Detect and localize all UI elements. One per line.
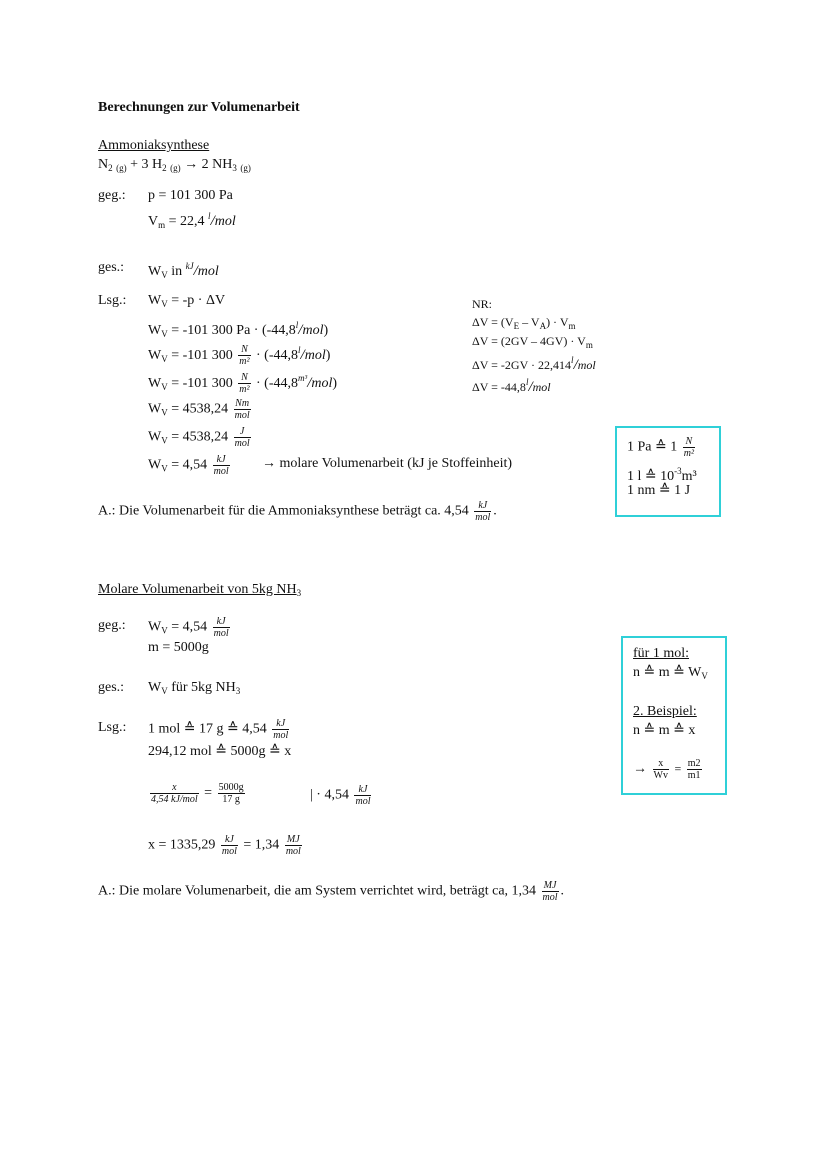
answer-2: A.: Die molare Volumenarbeit, die am System verrichtet wird, beträgt ca, 1,34 $\frac{MJ}{\text{mol}}$ .: [98, 880, 565, 903]
page-title: Berechnungen zur Volumenarbeit: [98, 100, 300, 115]
ges-target: $W_V$ in $^{kJ}$/mol: [148, 261, 219, 280]
nr-line-1: $\Delta V = (V_E - V_A) \cdot V_m$: [472, 315, 576, 331]
reaction-equation: $N_2$ $_{(g)}$ + 3 $H_2$ $_{(g)}$ → 2 $NH_3$ $_{(g)}$: [98, 157, 251, 173]
lsg-line-6: $W_V = 4538,24$ $\frac{J}{\text{mol}}$: [148, 426, 250, 449]
answer-1: A.: Die Volumenarbeit für die Ammoniaksynthese beträgt ca. 4,54 $\frac{kJ}{\text{mol}}$ .: [98, 500, 497, 523]
nr-line-2: $\Delta V = (2GV - 4GV) \cdot V_m$: [472, 334, 593, 350]
box1-line-2: 1 l ≙ $10^{-3}m^3$: [627, 466, 697, 484]
nr-title: NR:: [472, 297, 493, 311]
arrow-icon: →: [633, 761, 647, 777]
nr-line-3: $\Delta V = -2GV \cdot 22,414^l$/mol: [472, 355, 596, 373]
molar-work-note: → molare Volumenarbeit (kJ je Stoffeinheit): [262, 456, 513, 471]
geg2-work: $W_V = 4,54$ $\frac{kJ}{\text{mol}}$: [148, 616, 229, 639]
lsg-line-1: $W_V = -p \cdot \Delta V$: [148, 293, 226, 309]
geg-label: geg.:: [98, 188, 126, 203]
ges-label-2: ges.:: [98, 680, 125, 695]
result-line: x = 1335,29 $\frac{kJ}{\text{mol}}$ = 1,34 $\frac{MJ}{\text{mol}}$: [148, 834, 301, 857]
ges2-target: $W_V$ für 5kg $NH_3$: [148, 680, 241, 696]
lsg-label: Lsg.:: [98, 293, 127, 308]
nr-line-4: $\Delta V = -44,8^l$/mol: [472, 377, 551, 395]
geg-pressure: p = 101 300 Pa: [148, 188, 233, 203]
box2-line-2: n ≙ m ≙ x: [633, 723, 696, 738]
unit-conversion-box: [615, 426, 721, 517]
lsg-line-5: $W_V = 4538,24$ $\frac{Nm}{\text{mol}}$: [148, 398, 250, 421]
section-heading-molare-volumenarbeit: Molare Volumenarbeit von 5kg $NH_3$: [98, 582, 302, 598]
lsg-line-4: $W_V = -101$ 300 $\frac{N}{\text{m²}}$ · $(-44,8^{m^3}/mol)$: [148, 372, 338, 396]
box2-line-1: n ≙ m ≙ $W_V$: [633, 665, 708, 681]
mol-relation-box: [621, 636, 727, 795]
box2-heading-2: 2. Beispiel:: [633, 704, 697, 719]
box1-line-1: 1 Pa ≙ 1 $\frac{N}{\text{m²}}$: [627, 436, 694, 459]
lsg2-line-1: 1 mol ≙ 17 g ≙ 4,54 $\frac{kJ}{\text{mol}}$: [148, 718, 289, 741]
geg-molar-volume: $V_m = 22,4$ $^l$/mol: [148, 211, 236, 230]
lsg-line-3: $W_V = -101$ 300 $\frac{N}{\text{m²}}$ · $(-44,8^l/mol)$: [148, 344, 331, 368]
ges-label: ges.:: [98, 260, 125, 275]
proportion-multiplier: | · 4,54 $\frac{kJ}{\text{mol}}$: [310, 784, 371, 807]
box2-ratio: → $\frac{x}{Wv}$ = $\frac{m2}{m1}$: [633, 758, 701, 781]
lsg-line-2: $W_V = -101$ 300 $Pa \cdot (-44,8^l/mol)$: [148, 320, 329, 339]
box1-line-3: 1 nm ≙ 1 J: [627, 483, 691, 498]
geg-label-2: geg.:: [98, 618, 126, 633]
geg2-mass: m = 5000g: [148, 640, 209, 655]
lsg-line-7: $W_V = 4,54$ $\frac{kJ}{\text{mol}}$: [148, 454, 229, 477]
lsg2-line-2: 294,12 mol ≙ 5000g ≙ x: [148, 744, 292, 759]
section-heading-ammoniaksynthese: Ammoniaksynthese: [98, 138, 210, 153]
lsg-label-2: Lsg.:: [98, 720, 127, 735]
box2-heading-1: für 1 mol:: [633, 646, 689, 661]
proportion-equation: $\frac{x}{\text{4,54 kJ/mol}}$ = $\frac{5000g}{17 g}$: [151, 782, 244, 805]
